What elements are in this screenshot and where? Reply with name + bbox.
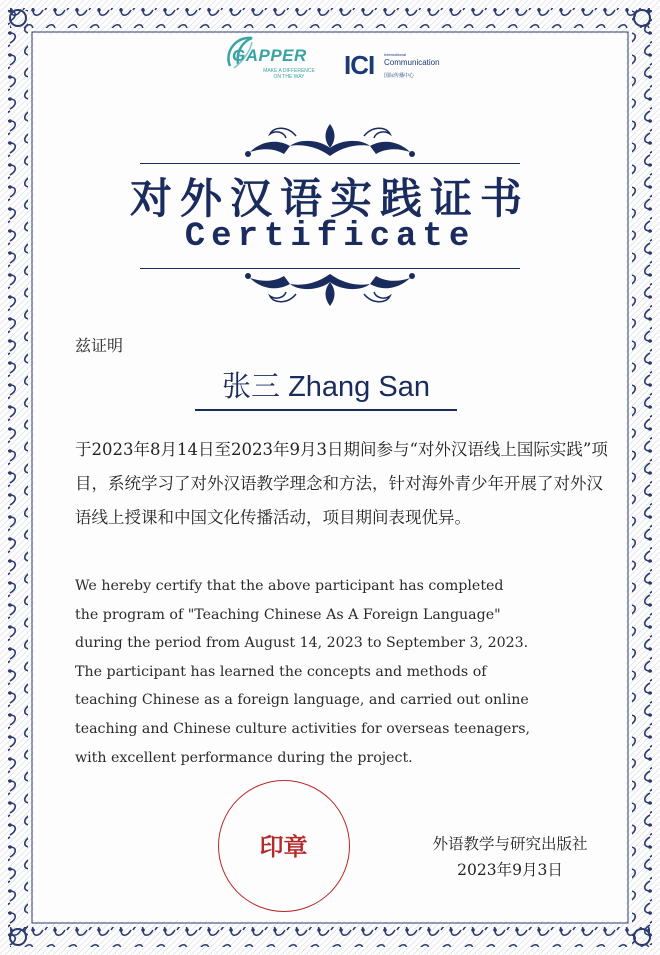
body-english-line: teaching and Chinese culture activities for overseas teenagers, bbox=[75, 720, 530, 737]
body-english-line: with excellent performance during the project. bbox=[75, 749, 413, 766]
certificate-title-chinese: 对外汉语实践证书 bbox=[129, 174, 530, 223]
top-flourish bbox=[240, 118, 420, 164]
gapper-tagline-1: MAKE A DIFFERENCE bbox=[263, 68, 315, 74]
body-chinese: 于2023年8月14日至2023年9月3日期间参与“对外汉语线上国际实践”项目，系统学习了对外汉语教学理念和方法，针对海外青少年开展了对外汉语线上授课和中国文化传播活动，项目期间表现优异。 bbox=[75, 440, 608, 527]
certificate-title-english: Certificate bbox=[184, 218, 476, 256]
gapper-logo bbox=[222, 32, 322, 88]
ici-chinese-name: 国际传播中心 bbox=[384, 73, 415, 79]
issue-date: 2023年9月3日 bbox=[457, 861, 563, 879]
logo-bar bbox=[0, 32, 660, 92]
body-english-line: the program of "Teaching Chinese As A Foreign Language" bbox=[75, 606, 501, 623]
official-seal bbox=[218, 780, 350, 912]
ici-small-text: International bbox=[384, 52, 407, 57]
body-english-line: teaching Chinese as a foreign language, and carried out online bbox=[75, 692, 529, 709]
gapper-tagline-2: ON THE WAY bbox=[273, 74, 305, 80]
top-rule bbox=[140, 163, 520, 164]
recipient-name: 张三 Zhang San bbox=[195, 364, 457, 411]
body-english-line: The participant has learned the concepts and methods of bbox=[75, 663, 487, 680]
body-english bbox=[75, 572, 615, 772]
issuer-name: 外语教学与研究出版社 bbox=[432, 835, 588, 853]
ici-communication: Communication bbox=[384, 58, 440, 67]
ici-wordmark: ICI bbox=[344, 50, 375, 80]
seal-text: 印章 bbox=[259, 832, 308, 861]
bottom-flourish bbox=[240, 266, 420, 312]
certify-label: 兹证明 bbox=[75, 336, 124, 355]
body-english-line: We hereby certify that the above participant has completed bbox=[75, 578, 504, 594]
gapper-wordmark: GAPPER bbox=[232, 46, 307, 65]
ici-logo bbox=[340, 50, 450, 90]
gapper-tagline bbox=[254, 68, 324, 80]
body-english-line: during the period from August 14, 2023 to September 3, 2023. bbox=[75, 635, 529, 652]
